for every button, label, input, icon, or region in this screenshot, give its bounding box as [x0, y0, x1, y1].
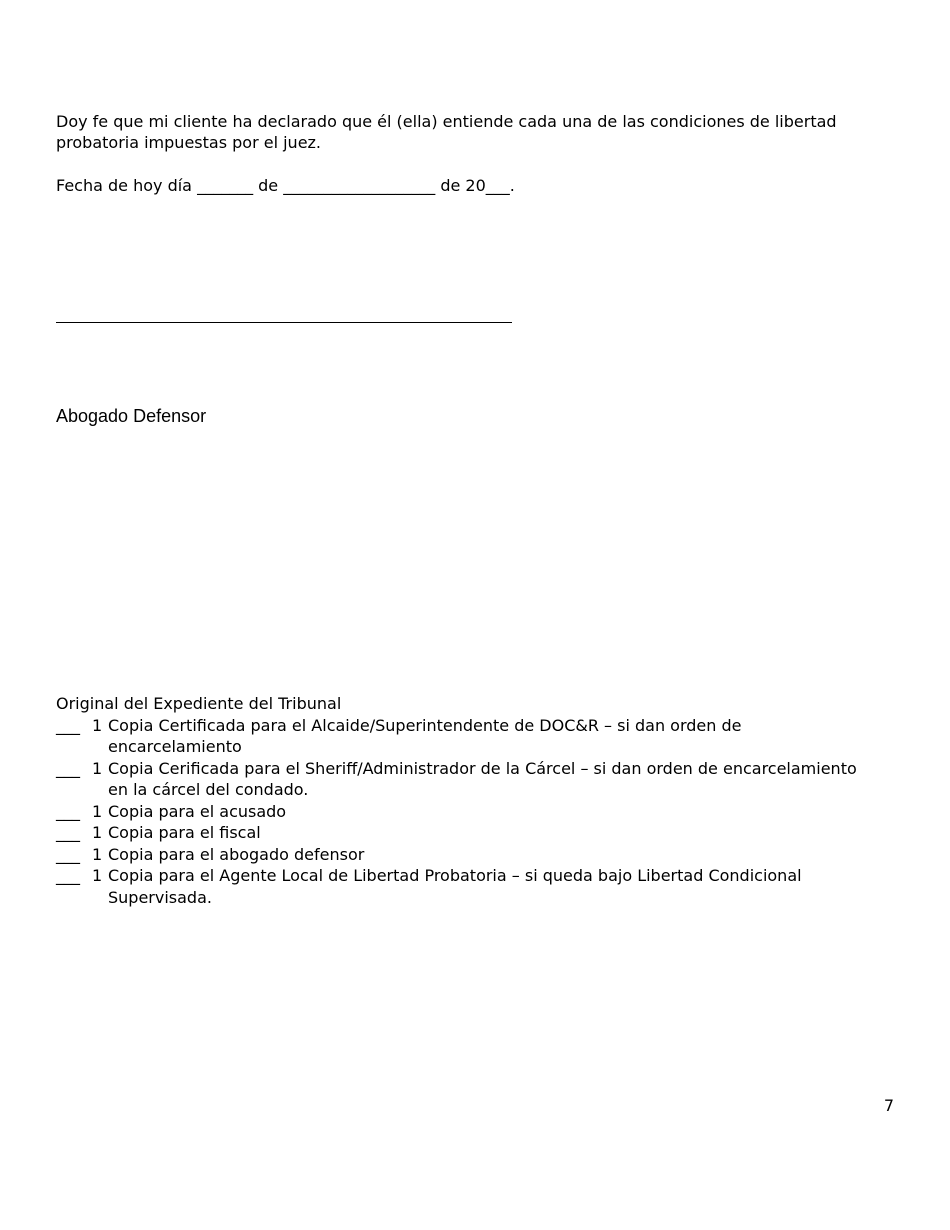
list-item: [56, 822, 857, 844]
check-blank: ___: [56, 823, 80, 842]
copy-recipient: Copia Cerificada para el Sheriff/Administrador de la Cárcel – si dan orden de encarcelamiento en la cárcel del condado.: [108, 758, 857, 799]
check-blank: ___: [56, 844, 80, 864]
copy-recipient: Copia para el abogado defensor: [108, 844, 365, 864]
copy-quantity: 1: [92, 823, 103, 842]
check-blank: ___: [56, 801, 80, 821]
list-item: [56, 801, 857, 823]
copy-quantity: 1: [92, 801, 103, 821]
copy-recipient: Copia Certificada para el Alcaide/Superintendente de DOC&R – si dan orden de encarcelamiento: [108, 715, 742, 756]
date-line: Fecha de hoy día _______ de ___________________ de 20___.: [56, 176, 515, 195]
list-item: [56, 844, 857, 866]
page-number: 7: [883, 1096, 894, 1115]
copy-recipient: Copia para el fiscal: [108, 823, 261, 842]
signature-role-label: Abogado Defensor: [56, 406, 207, 426]
copy-quantity: 1: [92, 844, 103, 864]
attestation-line-2: probatoria impuestas por el juez.: [56, 133, 322, 152]
distribution-title: Original del Expediente del Tribunal: [56, 694, 342, 713]
copy-quantity: 1: [92, 715, 103, 735]
copy-recipient: Copia para el Agente Local de Libertad Probatoria – si queda bajo Libertad Condicional Supervisada.: [108, 866, 802, 907]
attestation-paragraph: [56, 111, 837, 153]
distribution-list: [56, 693, 857, 908]
copy-recipient: Copia para el acusado: [108, 801, 287, 821]
check-blank: ___: [56, 715, 80, 735]
attestation-line-1: Doy fe que mi cliente ha declarado que él (ella) entiende cada una de las condiciones de libertad: [56, 112, 837, 131]
copy-quantity: 1: [92, 866, 103, 885]
signature-line: [56, 322, 512, 323]
list-item: [56, 865, 857, 908]
check-blank: ___: [56, 866, 80, 885]
copy-quantity: 1: [92, 758, 103, 778]
check-blank: ___: [56, 758, 80, 778]
list-item: [56, 715, 857, 758]
list-item: [56, 758, 857, 801]
distribution-items: [56, 715, 857, 909]
